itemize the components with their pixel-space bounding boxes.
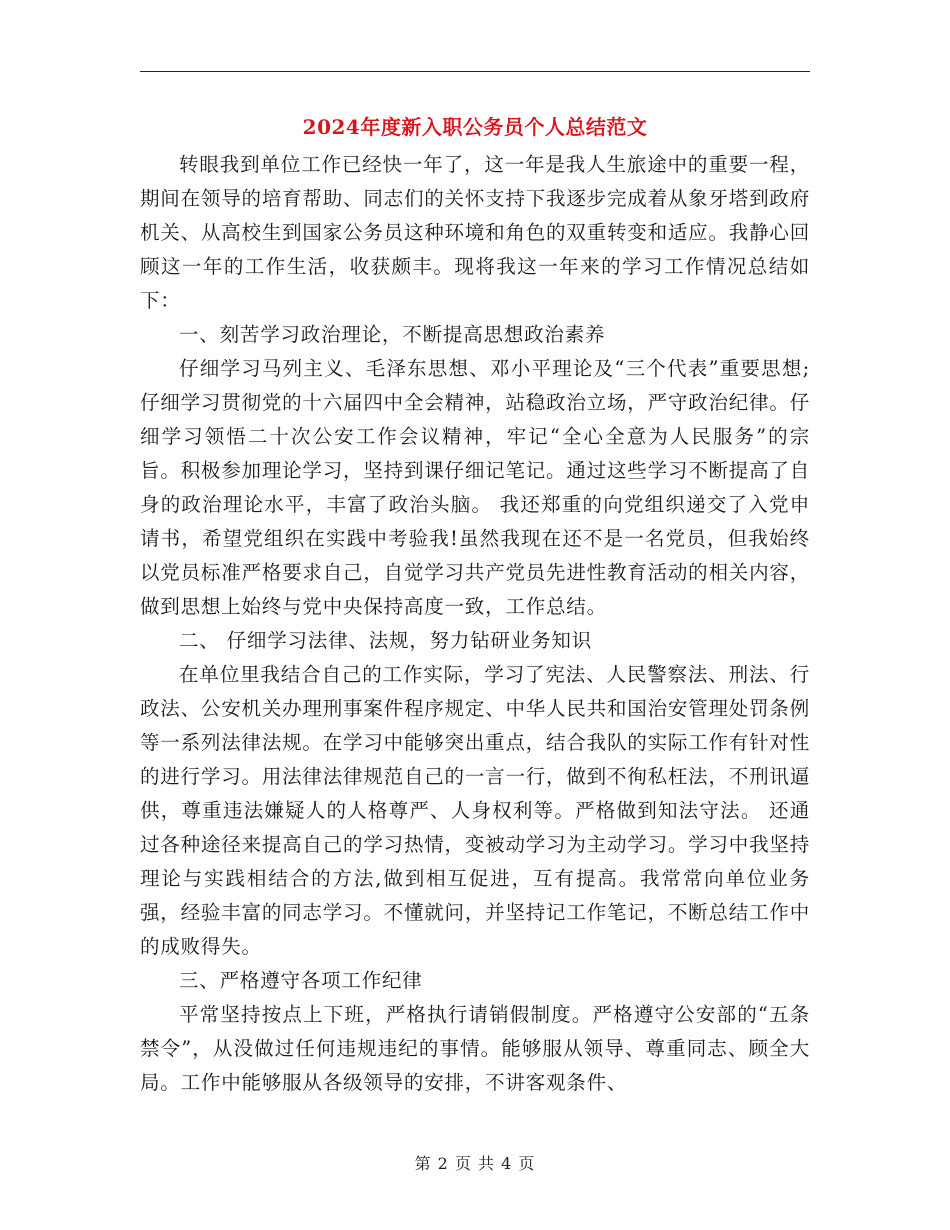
intro-paragraph: 转眼我到单位工作已经快一年了，这一年是我人生旅途中的重要一程，期间在领导的培育帮助、同志们的关怀支持下我逐步完成着从象牙塔到政府机关、从高校生到国家公务员这种环境和角色的双重转变和适应。我静心回顾这一年的工作生活，收获颇丰。现将我这一年来的学习工作情况总结如下： bbox=[140, 153, 810, 312]
document-title: 2024年度新入职公务员个人总结范文 bbox=[302, 115, 648, 139]
header-rule bbox=[140, 71, 810, 72]
section-1-paragraph: 仔细学习马列主义、毛泽东思想、邓小平理论及“三个代表”重要思想;仔细学习贯彻党的十六届四中全会精神，站稳政治立场，严守政治纪律。仔细学习领悟二十次公安工作会议精神，牢记“全心全意为人民服务”的宗旨。积极参加理论学习，坚持到课仔细记笔记。通过这些学习不断提高了自身的政治理论水平，丰富了政治头脑。 我还郑重的向党组织递交了入党申请书，希望党组织在实践中考验我!虽然我现在还不是一名党员，但我始终以党员标准严格要求自己，自觉学习共产党员先进性教育活动的相关内容，做到思想上始终与党中央保持高度一致，工作总结。 bbox=[140, 357, 810, 618]
page-number: 第 2 页 共 4 页 bbox=[414, 1154, 536, 1173]
section-2-paragraph: 在单位里我结合自己的工作实际，学习了宪法、人民警察法、刑法、行政法、公安机关办理刑事案件程序规定、中华人民共和国治安管理处罚条例等一系列法律法规。在学习中能够突出重点，结合我队的实际工作有针对性的进行学习。用法律法律规范自己的一言一行，做到不徇私枉法，不刑讯逼供，尊重违法嫌疑人的人格尊严、人身权利等。严格做到知法守法。 还通过各种途径来提高自己的学习热情，变被动学习为主动学习。学习中我坚持理论与实践相结合的方法,做到相互促进，互有提高。我常常向单位业务强，经验丰富的同志学习。不懂就问，并坚持记工作笔记，不断总结工作中的成败得失。 bbox=[140, 663, 810, 958]
section-heading-1: 一、刻苦学习政治理论，不断提高思想政治素养 bbox=[179, 323, 606, 346]
section-3-paragraph: 平常坚持按点上下班，严格执行请销假制度。严格遵守公安部的“五条禁令”，从没做过任何违规违纪的事情。能够服从领导、尊重同志、顾全大局。工作中能够服从各级领导的安排，不讲客观条件、 bbox=[140, 1003, 810, 1094]
section-heading-2: 二、 仔细学习法律、法规，努力钻研业务知识 bbox=[179, 629, 592, 652]
document-body bbox=[140, 148, 810, 1100]
section-heading-3: 三、严格遵守各项工作纪律 bbox=[179, 969, 423, 992]
